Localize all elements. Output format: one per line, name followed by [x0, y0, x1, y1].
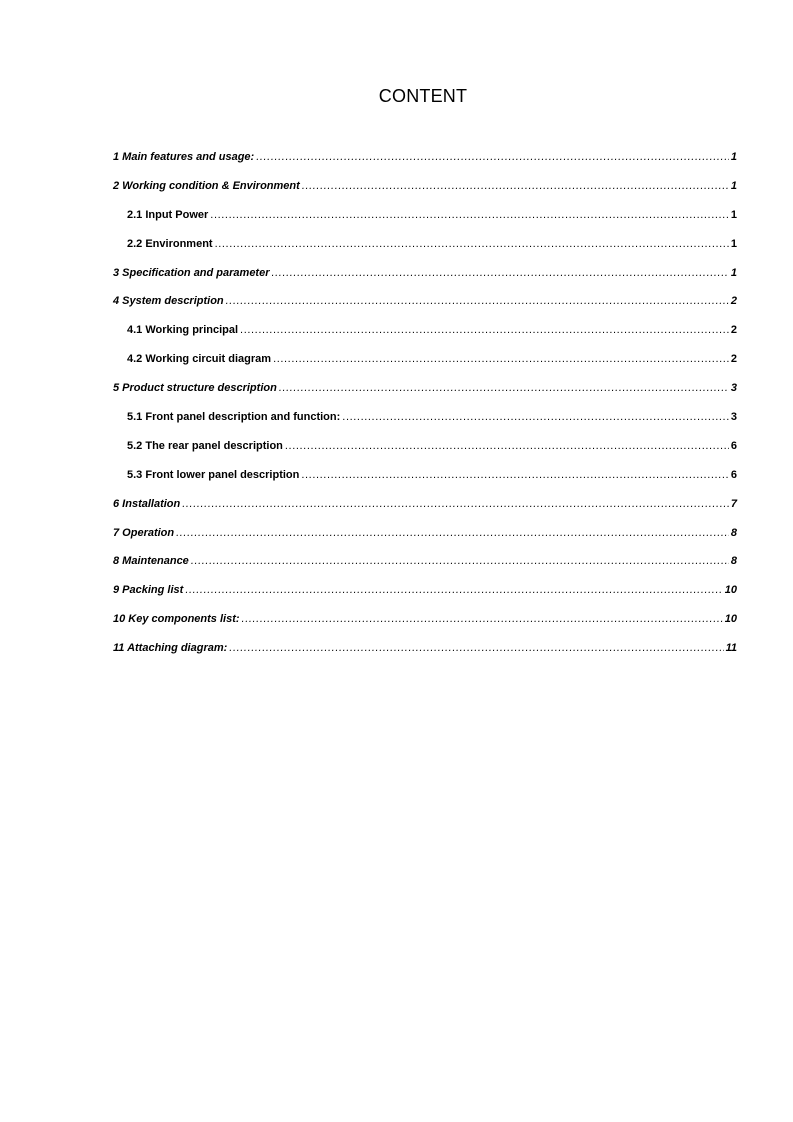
- toc-entry-page-number: 2: [730, 324, 737, 337]
- toc-entry[interactable]: [113, 610, 737, 639]
- toc-entry-label: 5 Product structure description: [113, 382, 277, 395]
- toc-dot-leader: [301, 466, 729, 484]
- toc-entry-label: 9 Packing list: [113, 584, 184, 597]
- toc-entry[interactable]: [113, 206, 737, 235]
- toc-dot-leader: [342, 408, 729, 426]
- toc-dot-leader: [176, 524, 729, 542]
- toc-entry-page-number: 7: [730, 497, 737, 510]
- toc-entry[interactable]: [113, 379, 737, 408]
- toc-entry-page-number: 1: [730, 266, 737, 279]
- toc-entry[interactable]: [113, 177, 737, 206]
- toc-entry-page-number: 8: [730, 555, 737, 568]
- toc-entry-label: 11 Attaching diagram:: [113, 642, 228, 655]
- toc-dot-leader: [210, 206, 729, 224]
- toc-entry[interactable]: [113, 148, 737, 177]
- toc-entry-label: 4.1 Working principal: [127, 324, 239, 337]
- toc-entry[interactable]: [113, 235, 737, 264]
- toc-entry-page-number: 1: [730, 179, 737, 192]
- toc-dot-leader: [272, 264, 729, 282]
- toc-dot-leader: [240, 321, 729, 339]
- toc-entry[interactable]: [113, 408, 737, 437]
- toc-entry-page-number: 2: [730, 295, 737, 308]
- toc-entry-page-number: 10: [724, 584, 737, 597]
- table-of-contents: [113, 148, 737, 668]
- toc-entry-label: 2 Working condition & Environment: [113, 179, 300, 192]
- toc-dot-leader: [285, 437, 729, 455]
- toc-entry-page-number: 8: [730, 526, 737, 539]
- toc-entry-page-number: 3: [730, 411, 737, 424]
- toc-entry-label: 5.2 The rear panel description: [127, 439, 283, 452]
- toc-entry-label: 10 Key components list:: [113, 613, 240, 626]
- toc-dot-leader: [256, 148, 729, 166]
- toc-entry[interactable]: [113, 321, 737, 350]
- toc-entry-page-number: 10: [724, 613, 737, 626]
- toc-entry[interactable]: [113, 350, 737, 379]
- toc-entry[interactable]: [113, 639, 737, 668]
- toc-entry-label: 4 System description: [113, 295, 224, 308]
- toc-dot-leader: [191, 552, 729, 570]
- toc-entry-page-number: 1: [730, 237, 737, 250]
- toc-entry[interactable]: [113, 466, 737, 495]
- toc-dot-leader: [279, 379, 729, 397]
- toc-entry[interactable]: [113, 495, 737, 524]
- toc-dot-leader: [273, 350, 729, 368]
- toc-entry-page-number: 6: [730, 439, 737, 452]
- toc-entry[interactable]: [113, 552, 737, 581]
- toc-entry-page-number: 1: [730, 151, 737, 163]
- toc-dot-leader: [302, 177, 729, 195]
- toc-entry-label: 2.1 Input Power: [127, 208, 209, 221]
- toc-dot-leader: [242, 610, 723, 628]
- toc-entry-label: 1 Main features and usage:: [113, 151, 255, 163]
- toc-entry-label: 4.2 Working circuit diagram: [127, 353, 272, 366]
- toc-entry-label: 8 Maintenance: [113, 555, 189, 568]
- toc-entry-label: 5.3 Front lower panel description: [127, 468, 300, 481]
- toc-entry-page-number: 2: [730, 353, 737, 366]
- toc-dot-leader: [185, 581, 722, 599]
- toc-entry-page-number: 11: [725, 642, 737, 655]
- toc-dot-leader: [229, 639, 723, 657]
- toc-entry-label: 2.2 Environment: [127, 237, 213, 250]
- toc-entry[interactable]: [113, 581, 737, 610]
- toc-entry-page-number: 3: [730, 382, 737, 395]
- toc-dot-leader: [215, 235, 729, 253]
- toc-dot-leader: [182, 495, 729, 513]
- toc-entry-label: 5.1 Front panel description and function:: [127, 411, 341, 424]
- toc-entry[interactable]: [113, 292, 737, 321]
- toc-dot-leader: [226, 292, 729, 310]
- toc-entry[interactable]: [113, 524, 737, 553]
- toc-entry-label: 3 Specification and parameter: [113, 266, 270, 279]
- toc-entry-page-number: 1: [730, 208, 737, 221]
- page-title: CONTENT: [378, 86, 468, 106]
- toc-entry-label: 7 Operation: [113, 526, 175, 539]
- toc-entry[interactable]: [113, 264, 737, 293]
- toc-entry-label: 6 Installation: [113, 497, 181, 510]
- toc-entry-page-number: 6: [730, 468, 737, 481]
- toc-entry[interactable]: [113, 437, 737, 466]
